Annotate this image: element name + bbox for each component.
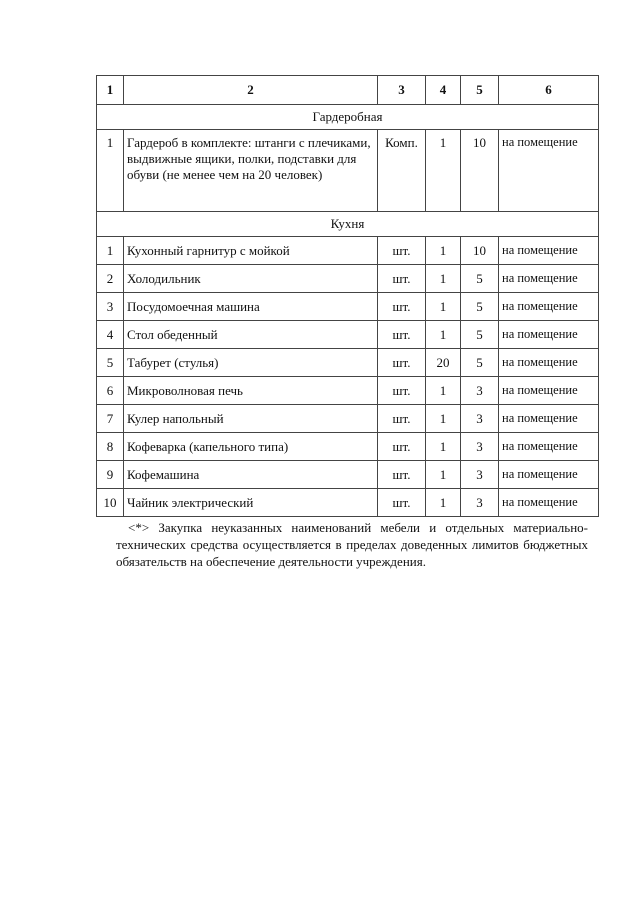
row-number: 10 xyxy=(97,489,124,517)
item-norm: на помещение xyxy=(499,461,599,489)
item-norm: на помещение xyxy=(499,293,599,321)
row-number: 1 xyxy=(97,237,124,265)
footnote: <*> Закупка неуказанных наименований мебели и отдельных материально-технических средства осуществляется в пределах доведенных лимитов бюджетных обязательств на обеспечение деятельности учреждения. xyxy=(116,520,588,569)
item-term: 5 xyxy=(461,265,499,293)
item-unit: шт. xyxy=(378,377,426,405)
header-cell: 3 xyxy=(378,76,426,105)
row-number: 8 xyxy=(97,433,124,461)
row-number: 2 xyxy=(97,265,124,293)
item-unit: шт. xyxy=(378,265,426,293)
item-name: Чайник электрический xyxy=(124,489,378,517)
item-quantity: 1 xyxy=(426,405,461,433)
item-unit: шт. xyxy=(378,349,426,377)
item-quantity: 1 xyxy=(426,293,461,321)
item-name: Табурет (стулья) xyxy=(124,349,378,377)
item-norm: на помещение xyxy=(499,130,599,212)
item-unit: шт. xyxy=(378,293,426,321)
item-unit: шт. xyxy=(378,489,426,517)
item-unit: Комп. xyxy=(378,130,426,212)
item-name: Кухонный гарнитур с мойкой xyxy=(124,237,378,265)
header-cell: 4 xyxy=(426,76,461,105)
item-name: Кофеварка (капельного типа) xyxy=(124,433,378,461)
item-name: Кофемашина xyxy=(124,461,378,489)
table-row xyxy=(97,405,599,433)
item-name: Холодильник xyxy=(124,265,378,293)
item-norm: на помещение xyxy=(499,321,599,349)
item-unit: шт. xyxy=(378,461,426,489)
item-unit: шт. xyxy=(378,321,426,349)
item-term: 3 xyxy=(461,461,499,489)
section-row-kitchen xyxy=(97,212,599,237)
row-number: 9 xyxy=(97,461,124,489)
item-norm: на помещение xyxy=(499,433,599,461)
item-norm: на помещение xyxy=(499,349,599,377)
item-term: 3 xyxy=(461,433,499,461)
item-term: 10 xyxy=(461,130,499,212)
item-norm: на помещение xyxy=(499,489,599,517)
table-row xyxy=(97,293,599,321)
item-unit: шт. xyxy=(378,405,426,433)
item-quantity: 1 xyxy=(426,377,461,405)
row-number: 1 xyxy=(97,130,124,212)
item-term: 5 xyxy=(461,321,499,349)
section-row-wardrobe xyxy=(97,105,599,130)
row-number: 5 xyxy=(97,349,124,377)
section-title: Гардеробная xyxy=(97,105,599,130)
item-unit: шт. xyxy=(378,237,426,265)
table-row xyxy=(97,377,599,405)
item-quantity: 1 xyxy=(426,461,461,489)
item-name: Стол обеденный xyxy=(124,321,378,349)
row-number: 7 xyxy=(97,405,124,433)
item-quantity: 20 xyxy=(426,349,461,377)
table-row xyxy=(97,321,599,349)
item-unit: шт. xyxy=(378,433,426,461)
table-header-row xyxy=(97,76,599,105)
item-norm: на помещение xyxy=(499,377,599,405)
item-name: Гардероб в комплекте: штанги с плечиками, выдвижные ящики, полки, подставки для обуви (не менее чем на 20 человек) xyxy=(124,130,378,212)
header-cell: 5 xyxy=(461,76,499,105)
table-row xyxy=(97,237,599,265)
item-name: Микроволновая печь xyxy=(124,377,378,405)
table-row xyxy=(97,349,599,377)
header-cell: 1 xyxy=(97,76,124,105)
header-cell: 6 xyxy=(499,76,599,105)
item-term: 10 xyxy=(461,237,499,265)
table-row xyxy=(97,130,599,212)
header-cell: 2 xyxy=(124,76,378,105)
item-quantity: 1 xyxy=(426,237,461,265)
item-term: 3 xyxy=(461,405,499,433)
item-term: 5 xyxy=(461,349,499,377)
row-number: 3 xyxy=(97,293,124,321)
row-number: 4 xyxy=(97,321,124,349)
table-row xyxy=(97,265,599,293)
table-row xyxy=(97,433,599,461)
row-number: 6 xyxy=(97,377,124,405)
item-norm: на помещение xyxy=(499,265,599,293)
item-term: 3 xyxy=(461,377,499,405)
table-row xyxy=(97,489,599,517)
item-norm: на помещение xyxy=(499,237,599,265)
item-term: 3 xyxy=(461,489,499,517)
item-term: 5 xyxy=(461,293,499,321)
table-row xyxy=(97,461,599,489)
item-quantity: 1 xyxy=(426,265,461,293)
item-quantity: 1 xyxy=(426,130,461,212)
item-quantity: 1 xyxy=(426,489,461,517)
item-name: Кулер напольный xyxy=(124,405,378,433)
item-quantity: 1 xyxy=(426,321,461,349)
section-title: Кухня xyxy=(97,212,599,237)
furniture-table xyxy=(96,75,599,517)
item-norm: на помещение xyxy=(499,405,599,433)
item-name: Посудомоечная машина xyxy=(124,293,378,321)
item-quantity: 1 xyxy=(426,433,461,461)
